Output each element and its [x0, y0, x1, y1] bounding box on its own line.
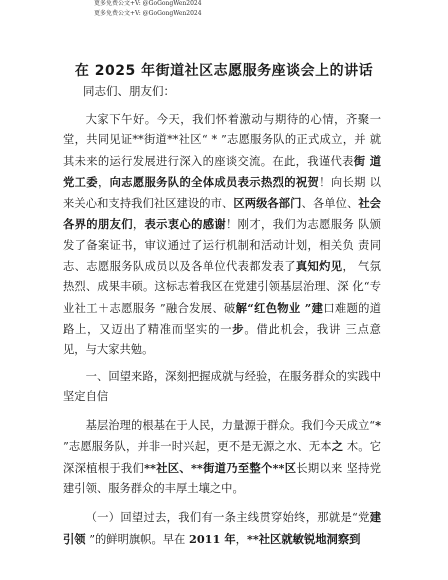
bold-text: 建引领	[63, 510, 381, 546]
bold-text: 区两级各部门	[233, 196, 302, 211]
document-title: 在 2025 年街道社区志愿服务座谈会上的讲话	[74, 63, 374, 79]
section-heading: 一、回望来路，深刻把握成就与经验，在服务群众的实践中坚定自信	[63, 369, 381, 403]
text: ，	[97, 175, 110, 189]
text: 基层治理的根基在于人民，力量源于群众。我们今天成立“	[85, 419, 376, 433]
bold-text: 表示衷心的感谢	[144, 217, 227, 232]
paragraph	[63, 507, 381, 550]
text: 木。它深深植根于我们	[63, 440, 381, 475]
greeting: 同志们、朋友们：	[83, 84, 175, 98]
header-note: 更多免费公文+V: @GoGongWen2024	[94, 10, 202, 17]
text: ！刚才，我们为志愿服务 队颁发了备案证书，审议通过了运行机制和活动计划，相关负 责同志、志愿服务队成员以及各单位代表都发表了	[63, 218, 381, 274]
text: ，	[235, 532, 247, 546]
bold-text: 向志愿服务队的全体成员表示热烈的祝贺	[109, 174, 320, 189]
header-note: 更多免费公文+V: @GoGongWen2024	[94, 0, 202, 7]
bold-text: 步	[232, 321, 245, 336]
bold-text: 街 道党工委	[63, 153, 381, 189]
text: 、各单位、	[301, 197, 359, 211]
text: ， 气氛热烈、成果丰硕。这标志着我区在党建引领基层治理、深 化“专业社工＋志愿服务 ”融合发展、破	[63, 260, 381, 315]
bold-text: 真知灼见	[295, 259, 343, 274]
text: ”志愿服务队，并非一时兴起，更不是无源之水、无本	[63, 440, 332, 454]
bold-text: *	[375, 418, 381, 433]
document-body	[63, 110, 381, 550]
text: 。借此机会，我讲 三点意见，与大家共勉。	[63, 322, 381, 357]
text: （一）回望过去，我们有一条主线贯穿始终，那就是“党	[85, 511, 370, 525]
text: ！向长期 以来关心和支持我们社区建设的市、	[63, 175, 381, 211]
paragraph	[63, 110, 381, 361]
bold-text: **社区就敏锐地洞察到	[246, 531, 361, 546]
bold-text: **社区、**街道乃至整个**区	[144, 460, 297, 475]
bold-text: 2011 年	[188, 531, 236, 546]
text: ，	[132, 218, 145, 232]
bold-text: 之	[331, 439, 344, 454]
bold-text: 社会各界的朋友们	[63, 196, 381, 232]
bold-text: 解“红色物业 ”建	[235, 300, 324, 315]
text: 口难题的道路上，又迈出了精准而坚实的一	[63, 301, 381, 336]
text: ”的鲜明旗帜。早在	[85, 532, 189, 546]
text: 长期以来 坚持党建引领、服务群众的丰厚土壤之中。	[63, 461, 381, 496]
paragraph	[63, 415, 381, 499]
text: 大家下午好。今天，我们怀着激动与期待的心情，齐聚一堂，共同见证**街道**社区“ * ”志愿服务队的正式成立，并 就其未来的运行发展进行深入的座谈交流。在此，我谨代表	[63, 113, 381, 168]
